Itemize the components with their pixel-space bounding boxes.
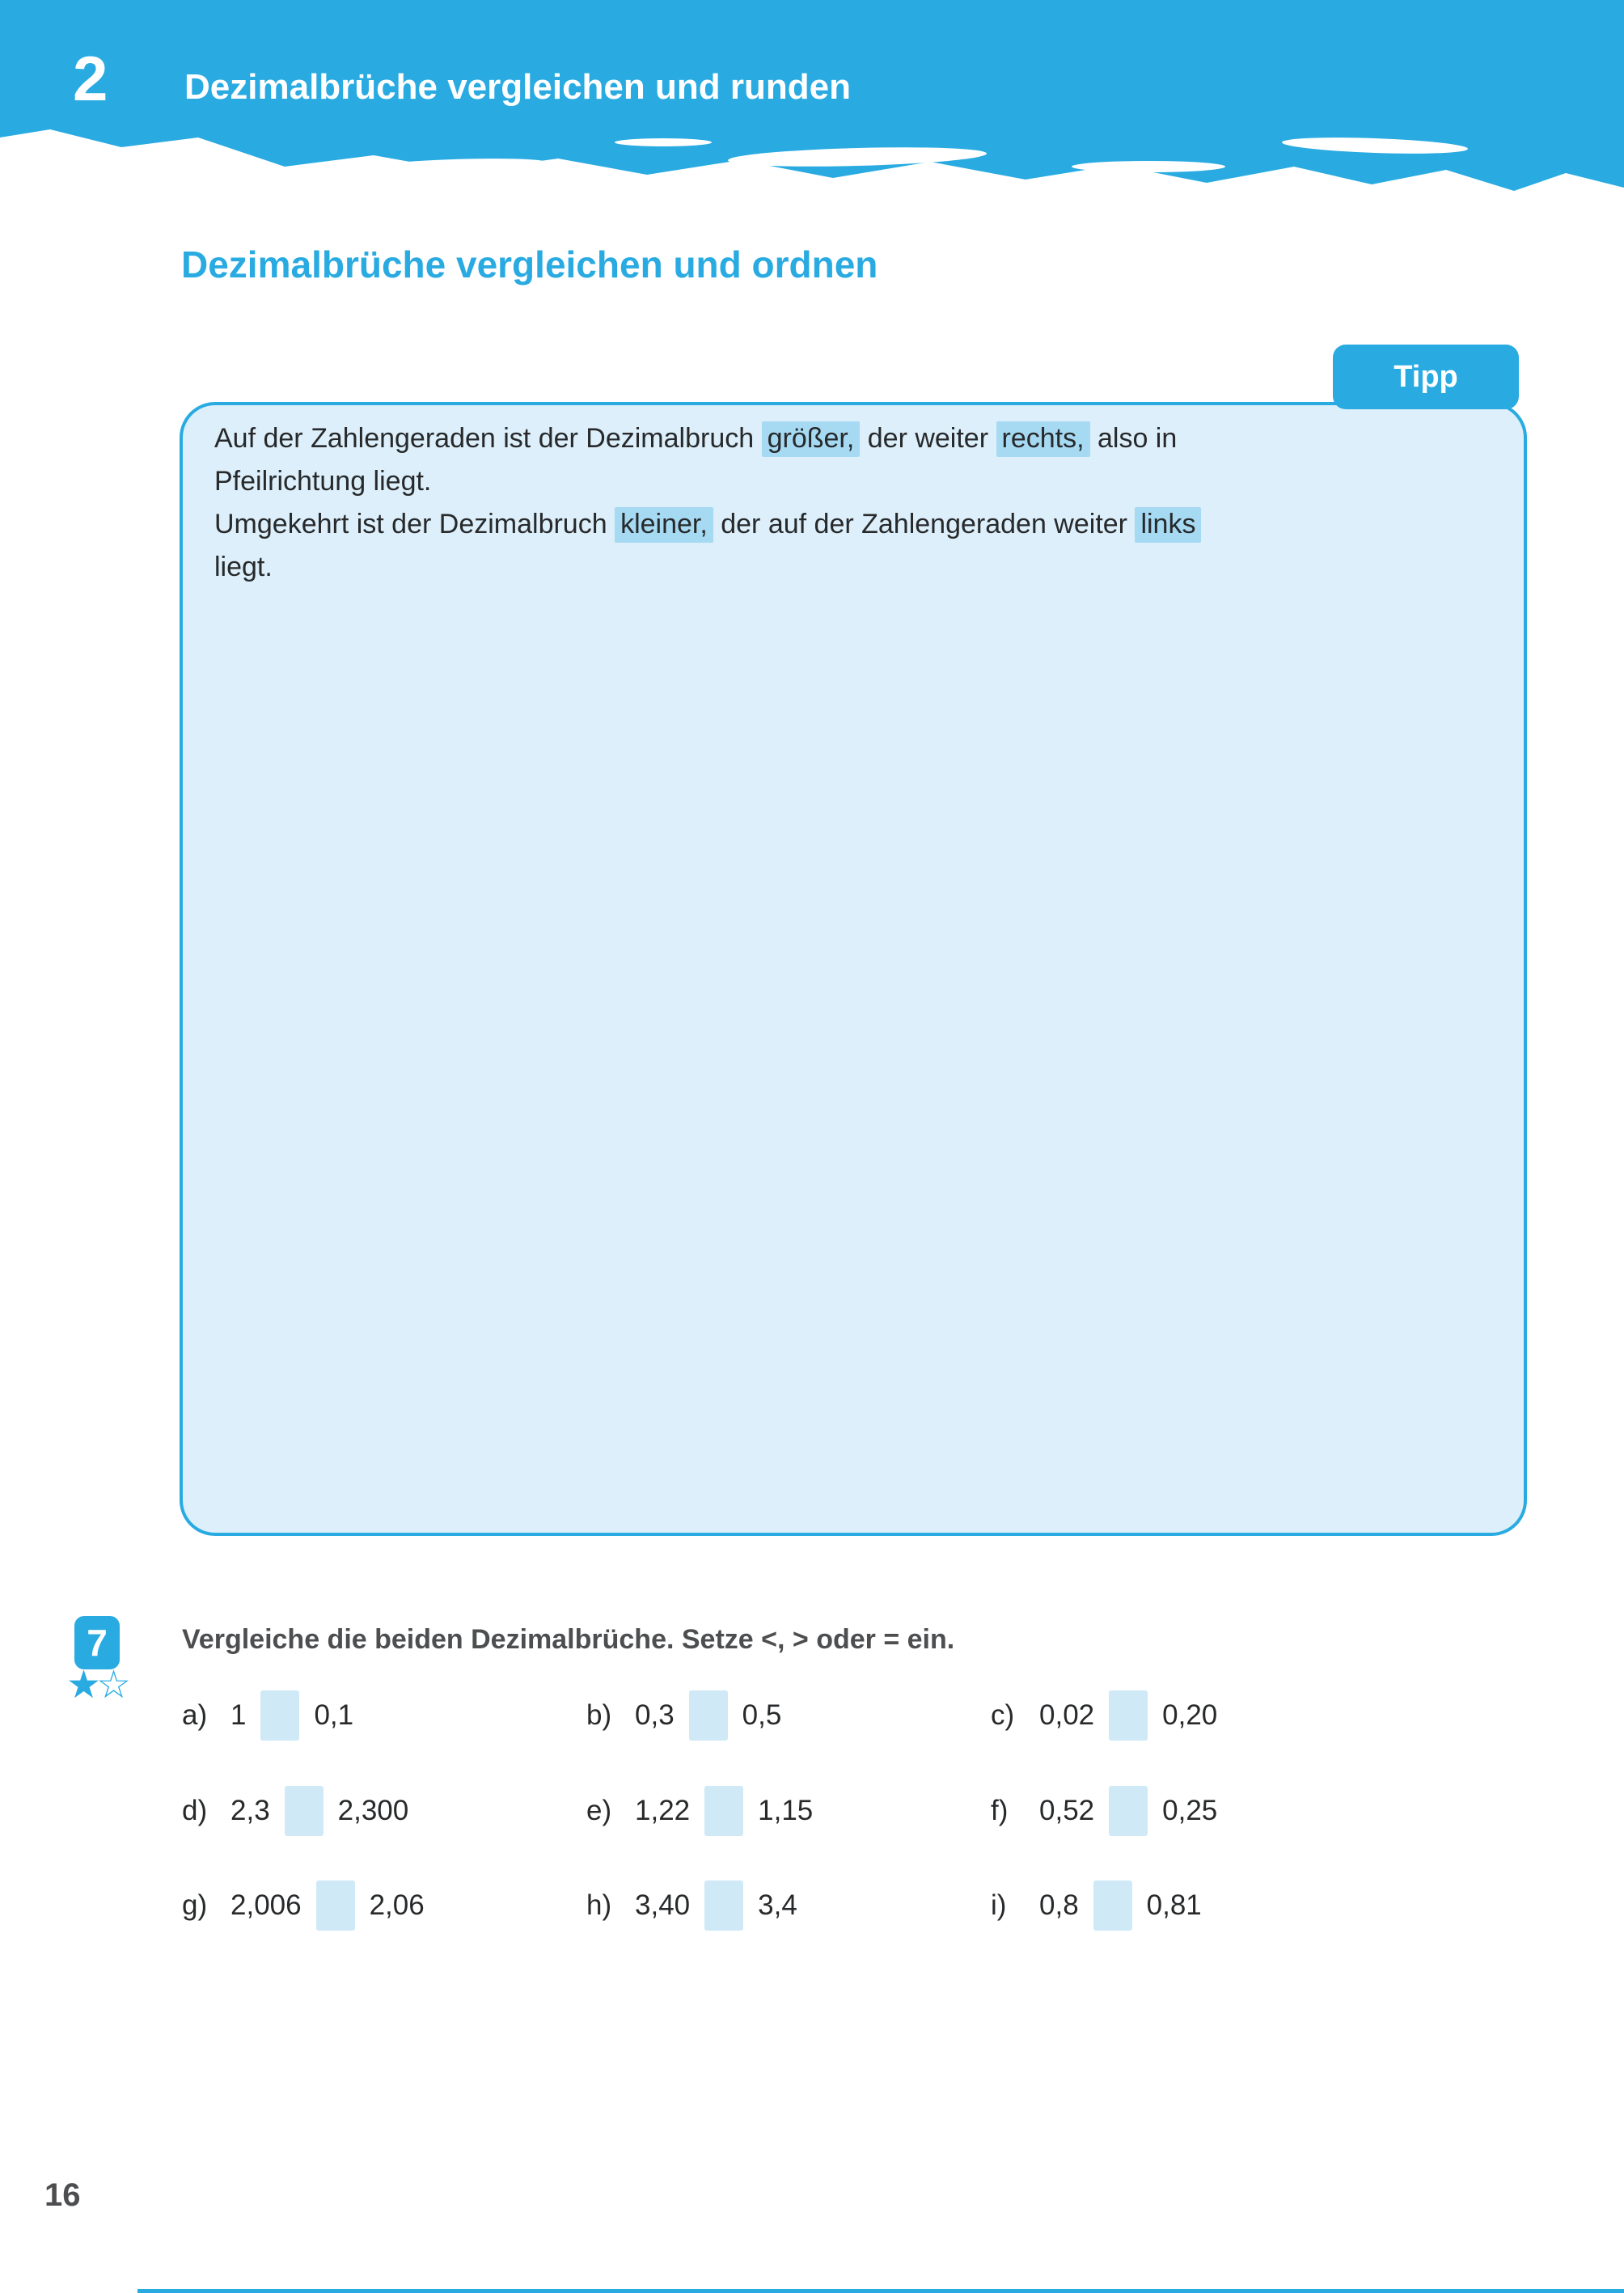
item-answer-box[interactable]: [285, 1786, 324, 1836]
star-filled-icon: ★: [66, 1664, 97, 1707]
tip-tab: Tipp: [1333, 345, 1519, 409]
exercise-item: [586, 1689, 781, 1742]
item-right-value: 0,25: [1162, 1795, 1218, 1826]
text-segment: der auf der Zahlengeraden weiter: [713, 509, 1136, 539]
item-right-value: 3,4: [758, 1889, 797, 1921]
item-right-value: 1,15: [758, 1795, 814, 1826]
item-left-value: 2,3: [230, 1795, 270, 1826]
item-label: i): [991, 1889, 1007, 1921]
item-answer-box[interactable]: [260, 1690, 299, 1741]
exercise-item: [991, 1879, 1202, 1932]
text-segment: also in: [1089, 423, 1178, 454]
item-label: g): [182, 1889, 208, 1921]
item-left-value: 1,22: [635, 1795, 691, 1826]
text-segment: liegt.: [214, 552, 273, 582]
item-answer-box[interactable]: [1109, 1786, 1148, 1836]
chapter-number: 2: [73, 43, 108, 114]
item-label: c): [991, 1699, 1015, 1731]
text-segment: rechts,: [996, 421, 1090, 457]
item-answer-box[interactable]: [704, 1786, 743, 1836]
item-answer-box[interactable]: [316, 1881, 355, 1931]
task-instruction: Vergleiche die beiden Dezimalbrüche. Setze <, > oder = ein.: [182, 1624, 955, 1655]
exercise-item: [182, 1784, 408, 1838]
exercise-item: [182, 1689, 353, 1742]
item-label: f): [991, 1795, 1009, 1826]
text-segment: Umgekehrt ist der Dezimalbruch: [214, 509, 615, 539]
exercise-item: [182, 1879, 425, 1932]
text-segment: kleiner,: [615, 507, 713, 543]
text-line: [214, 460, 1201, 503]
item-right-value: 0,20: [1162, 1699, 1218, 1731]
item-left-value: 0,3: [635, 1699, 675, 1731]
item-left-value: 3,40: [635, 1889, 691, 1921]
exercise-item: [586, 1784, 813, 1838]
item-left-value: 0,8: [1039, 1889, 1079, 1921]
tip-intro-text: [214, 417, 1201, 589]
exercise-item: [991, 1784, 1217, 1838]
text-segment: Auf der Zahlengeraden ist der Dezimalbruch: [214, 423, 762, 454]
page-title: Dezimalbrüche vergleichen und ordnen: [181, 243, 878, 286]
text-line: [214, 503, 1201, 546]
difficulty-stars: [66, 1666, 126, 1705]
text-segment: links: [1135, 507, 1201, 543]
item-label: e): [586, 1795, 612, 1826]
item-answer-box[interactable]: [689, 1690, 728, 1741]
item-left-value: 0,52: [1039, 1795, 1095, 1826]
item-answer-box[interactable]: [704, 1881, 743, 1931]
text-line: [214, 417, 1201, 460]
item-left-value: 1: [230, 1699, 247, 1731]
item-label: h): [586, 1889, 612, 1921]
text-segment: größer,: [762, 421, 861, 457]
text-line: [214, 546, 1201, 589]
item-right-value: 0,81: [1146, 1889, 1202, 1921]
task-number-badge: 7: [74, 1616, 120, 1669]
item-answer-box[interactable]: [1093, 1881, 1132, 1931]
item-left-value: 0,02: [1039, 1699, 1095, 1731]
item-right-value: 0,1: [314, 1699, 354, 1731]
item-label: d): [182, 1795, 208, 1826]
item-left-value: 2,006: [230, 1889, 302, 1921]
item-label: a): [182, 1699, 208, 1731]
item-right-value: 0,5: [742, 1699, 782, 1731]
text-segment: Pfeilrichtung liegt.: [214, 466, 432, 497]
exercise-item: [586, 1879, 797, 1932]
exercise-item: [991, 1689, 1217, 1742]
page-number: 16: [44, 2177, 81, 2213]
bottom-rule: [137, 2289, 1624, 2293]
text-segment: der weiter: [860, 423, 996, 454]
item-right-value: 2,06: [369, 1889, 425, 1921]
item-right-value: 2,300: [337, 1795, 409, 1826]
star-outline-icon: ☆: [96, 1664, 127, 1707]
chapter-title: Dezimalbrüche vergleichen und runden: [184, 67, 851, 107]
item-label: b): [586, 1699, 612, 1731]
item-answer-box[interactable]: [1109, 1690, 1148, 1741]
